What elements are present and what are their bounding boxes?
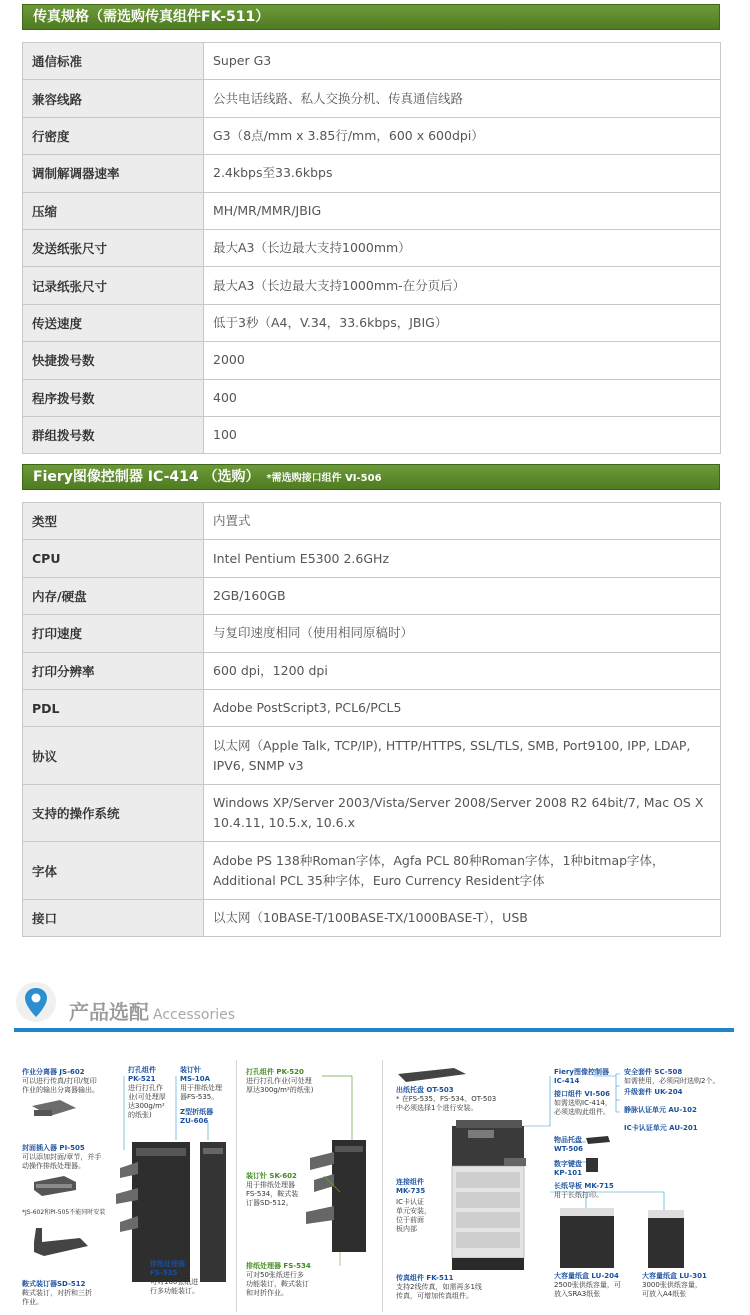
spec-label: CPU [23, 540, 204, 577]
spec-row [23, 342, 721, 379]
spec-value: 低于3秒（A4，V.34，33.6kbps，JBIG） [204, 304, 721, 341]
location-pin-icon [14, 980, 58, 1024]
fiery-section-title: Fiery图像控制器 IC-414 （选购） *需选购接口组件 VI-506 [22, 464, 720, 490]
spec-value: 2000 [204, 342, 721, 379]
fs534-label: 排纸处理器 FS-534 [246, 1262, 311, 1270]
spec-value: 2.4kbps至33.6kbps [204, 155, 721, 192]
fiery-spec-table [22, 502, 721, 937]
accessories-rule [14, 1028, 734, 1032]
kp101-label: 数字键盘 [554, 1160, 582, 1168]
ms10a-label: 装订针 [180, 1066, 201, 1074]
wt506-label: 物品托盘 [554, 1136, 582, 1144]
spec-label: 调制解调器速率 [23, 155, 204, 192]
spec-row [23, 229, 721, 266]
fax-spec-table [22, 42, 721, 454]
spec-label: 打印分辨率 [23, 652, 204, 689]
fk511-label: 传真组件 FK-511 [396, 1274, 454, 1282]
accessories-panel-main-unit: 出纸托盘 OT-503 * 在FS-535、FS-534、OT-503 中必须选择1个进行安装。 连接组件 MK-735 IC卡认证 单元安装， 位于前面 板内部 传真组件 FK-511 支持2线传真，如需再多1线 传真，可增加传真组件。 Fiery图像控制器 IC-414 接口组件 VI-506 如需选购IC-414， 必须选购此组件。 物品托盘 WT-506 数字键盘 KP-101 长纸导板 MK-715 用于长纸打印。 安全套件 SC-508 如需使用，必须同时选购2个。 升级套件 UK-204 静脉认证单元 AU-102 IC卡认证单元 AU-201 大容量纸盒 LU-204 2500张供纸容量，可 放入SRA3纸张 大容量纸盒 LU-301 3000张供纸容量， 可放入A4纸张 [394, 1062, 734, 1312]
spec-value: Adobe PostScript3, PCL6/PCL5 [204, 689, 721, 726]
accessories-header [14, 980, 734, 1040]
spec-label: 协议 [23, 727, 204, 785]
spec-label: 记录纸张尺寸 [23, 267, 204, 304]
spec-value: 2GB/160GB [204, 577, 721, 614]
mk715-label: 长纸导板 MK-715 [554, 1182, 614, 1190]
spec-label: 压缩 [23, 192, 204, 229]
mk735-label: 连接组件 [396, 1178, 424, 1186]
sc508-label: 安全套件 SC-508 [624, 1068, 683, 1076]
spec-label: 兼容线路 [23, 80, 204, 117]
spec-row [23, 416, 721, 453]
spec-label: 传送速度 [23, 304, 204, 341]
spec-label: 接口 [23, 899, 204, 936]
lu204-label: 大容量纸盒 LU-204 [554, 1272, 619, 1280]
spec-label: 支持的操作系统 [23, 784, 204, 842]
au201-label: IC卡认证单元 AU-201 [624, 1124, 698, 1132]
sd512-label: 鞍式装订器SD-512 [22, 1280, 86, 1288]
spec-value: 最大A3（长边最大支持1000mm） [204, 229, 721, 266]
spec-label: 通信标准 [23, 43, 204, 80]
spec-value: 400 [204, 379, 721, 416]
ot503-label: 出纸托盘 OT-503 [396, 1086, 454, 1094]
spec-row [23, 615, 721, 652]
accessories-panel-finisher-fs535: 作业分离器 JS-602 可以进行传真/打印/复印 作业的输出分离器输出。 封面插入器 PI-505 可以添加封面/章节，并手 动操作排纸处理器。 *JS-602和PI-505不能同时安装 鞍式装订器SD-512 鞍式装订，对折和三折 作业。 打孔组件 PK-521 进行打孔作 业(可处理厚 达300g/m² 的纸张) 装订针 MS-10A 用于排纸处理 器FS-535。 Z型折纸器 ZU-606 排纸处理器 FS-535 可对100张纸进 行多功能装订。 [20, 1062, 234, 1312]
spec-value: 最大A3（长边最大支持1000mm-在分页后） [204, 267, 721, 304]
pk520-label: 打孔组件 PK-520 [246, 1068, 304, 1076]
sk602-label: 装订针 SK-602 [246, 1172, 297, 1180]
spec-row [23, 503, 721, 540]
fax-section-title: 传真规格（需选购传真组件FK-511） [22, 4, 720, 30]
spec-row [23, 577, 721, 614]
spec-value: 100 [204, 416, 721, 453]
spec-row [23, 304, 721, 341]
spec-row [23, 842, 721, 900]
spec-row [23, 899, 721, 936]
pi505-label: 封面插入器 PI-505 [22, 1144, 85, 1152]
spec-row [23, 784, 721, 842]
spec-value: Adobe PS 138种Roman字体，Agfa PCL 80种Roman字体，1种bitmap字体，Additional PCL 35种字体，Euro Currency Resident字体 [204, 842, 721, 900]
spec-row [23, 43, 721, 80]
spec-value: 600 dpi，1200 dpi [204, 652, 721, 689]
spec-value: MH/MR/MMR/JBIG [204, 192, 721, 229]
spec-row [23, 540, 721, 577]
accessories-panel-finisher-fs534: 打孔组件 PK-520 进行打孔作业(可处理 厚达300g/m²的纸张) 装订针 SK-602 用于排纸处理器 FS-534，鞍式装 订器SD-512。 排纸处理器 FS-534 可对50张纸进行多 功能装订，鞍式装订 和对折作业。 [244, 1062, 380, 1312]
spec-value: Super G3 [204, 43, 721, 80]
accessories-title: 产品选配 Accessories [69, 1000, 236, 1024]
spec-label: 快捷拨号数 [23, 342, 204, 379]
spec-value: 公共电话线路、私人交换分机、传真通信线路 [204, 80, 721, 117]
spec-label: 内存/硬盘 [23, 577, 204, 614]
spec-label: 群组拨号数 [23, 416, 204, 453]
spec-label: 打印速度 [23, 615, 204, 652]
spec-row [23, 379, 721, 416]
spec-label: 发送纸张尺寸 [23, 229, 204, 266]
spec-value: G3（8点/mm x 3.85行/mm，600 x 600dpi） [204, 117, 721, 154]
vi506-label: 接口组件 VI-506 [554, 1090, 610, 1098]
spec-value: 内置式 [204, 503, 721, 540]
pk521-label: 打孔组件 [128, 1066, 156, 1074]
fs535-label: 排纸处理器 [150, 1260, 185, 1268]
spec-label: 行密度 [23, 117, 204, 154]
spec-row [23, 267, 721, 304]
zu606-label: Z型折纸器 [180, 1108, 214, 1116]
lu301-label: 大容量纸盒 LU-301 [642, 1272, 707, 1280]
panel-divider [236, 1060, 237, 1312]
js602-label: 作业分离器 JS-602 [22, 1068, 85, 1076]
spec-value: 以太网（10BASE-T/100BASE-TX/1000BASE-T），USB [204, 899, 721, 936]
spec-label: 字体 [23, 842, 204, 900]
uk204-label: 升级套件 UK-204 [624, 1088, 683, 1096]
spec-value: 与复印速度相同（使用相同原稿时） [204, 615, 721, 652]
spec-row [23, 689, 721, 726]
spec-value: 以太网（Apple Talk, TCP/IP), HTTP/HTTPS, SSL/TLS, SMB, Port9100, IPP, LDAP, IPV6, SNMP v3 [204, 727, 721, 785]
panel-divider [382, 1060, 383, 1312]
spec-row [23, 727, 721, 785]
spec-label: 程序拨号数 [23, 379, 204, 416]
spec-row [23, 192, 721, 229]
spec-row [23, 652, 721, 689]
spec-row [23, 80, 721, 117]
spec-value: Intel Pentium E5300 2.6GHz [204, 540, 721, 577]
spec-row [23, 117, 721, 154]
spec-row [23, 155, 721, 192]
spec-label: PDL [23, 689, 204, 726]
spec-label: 类型 [23, 503, 204, 540]
au102-label: 静脉认证单元 AU-102 [624, 1106, 697, 1114]
spec-value: Windows XP/Server 2003/Vista/Server 2008/Server 2008 R2 64bit/7, Mac OS X 10.4.11, 10.5.x, 10.6.x [204, 784, 721, 842]
ic414-label: Fiery图像控制器 [554, 1068, 609, 1076]
